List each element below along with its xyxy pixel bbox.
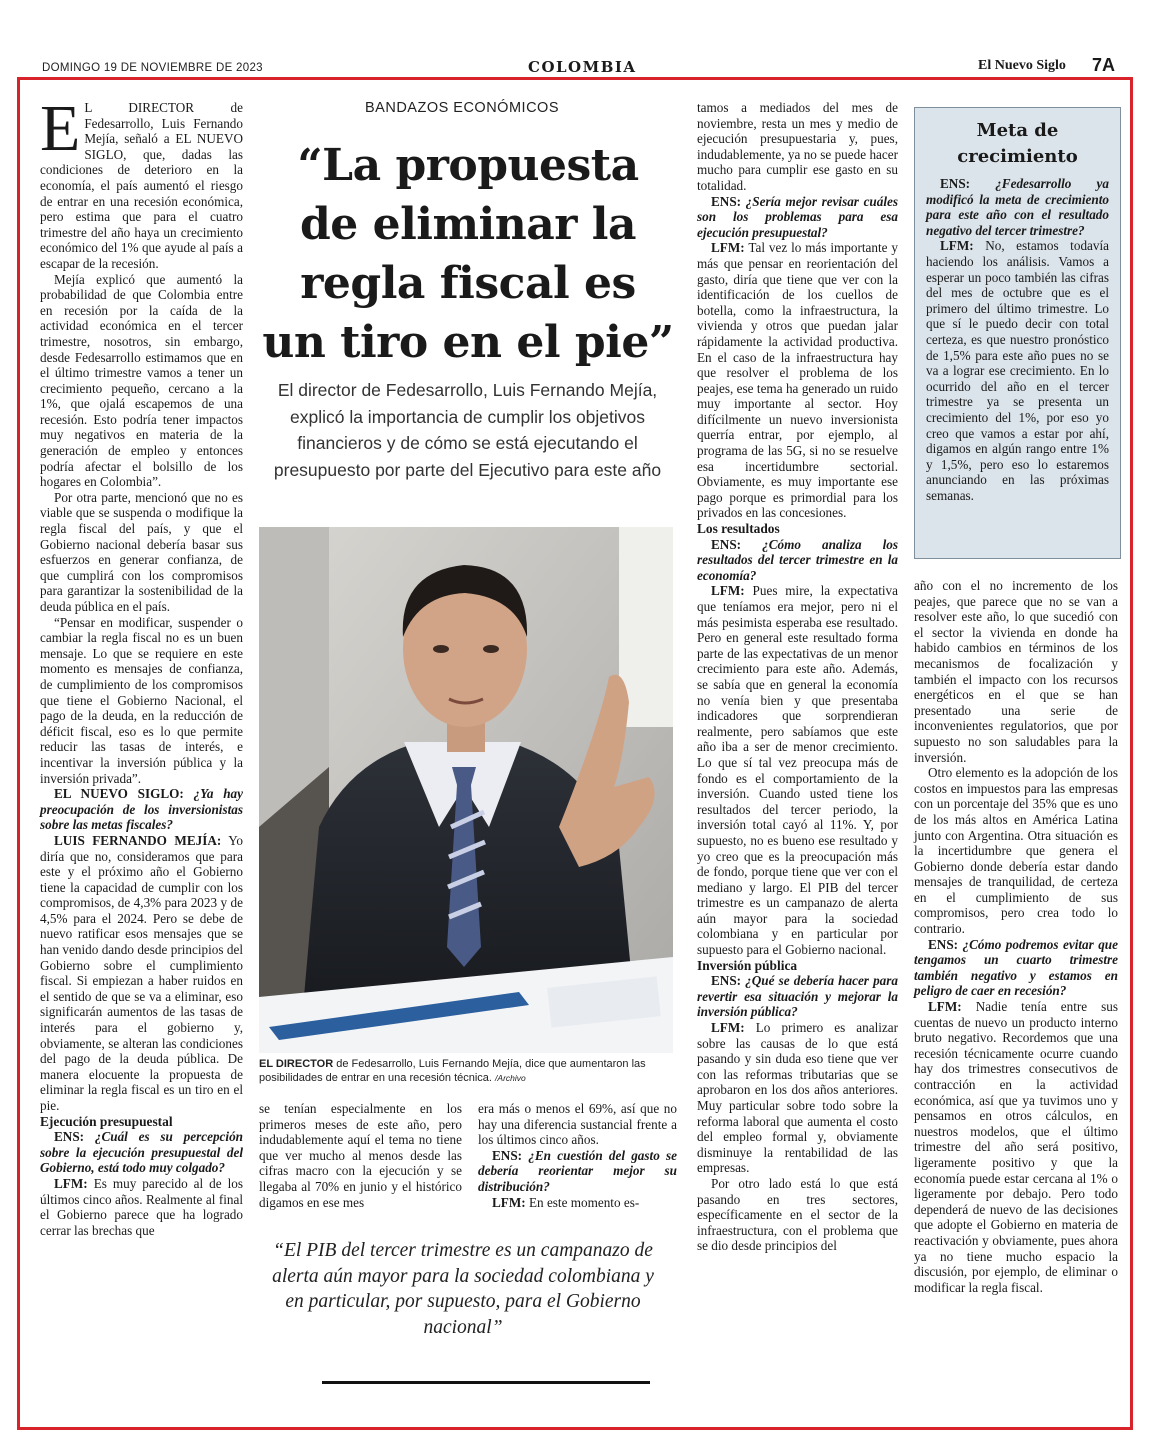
article-column-4 <box>914 578 1118 1295</box>
interview-answer: LFM: Lo primero es analizar sobre las causas de lo que está pasando y sin duda eso tiene que ver con las reformas tributarias que se aprobaron en los dos años anteriores. Muy particular sobre todo sobre la reforma laboral que aumenta el costo del empleo formal y, obviamente disminuye la rentabilidad de las empresas. <box>697 1020 898 1176</box>
interview-answer: LFM: Nadie tenía entre sus cuentas de nuevo un producto interno bruto negativo. Recordemos que una recesión técnicamente ocurre cuando hay dos trimestres consecutivos de contracción en la actividad económica, así que ya tuvimos uno y pensamos en otros cálculos, en nuestros modelos, que el último trimestre del año será positivo, ligeramente positivo y que la economía puede estar cercana al 1% o ligeramente por debajo. Pero todo dependerá de nuevo de las decisiones que adopte el Gobierno en materia de reactivación y obviamente, pues ahora ya no tiene mucho espacio la discusión, por ejemplo, de eliminar o modificar la regla fiscal. <box>914 999 1118 1295</box>
subheading: Los resultados <box>697 521 780 537</box>
paragraph: Otro elemento es la adopción de los costos en impuestos para las empresas con un porcentaje del 35% que es uno de los más altos en América Latina junto con Argentina. Otra situación es la incertidumbre que genera el Gobierno donde debería estar dando mensajes de tranquilidad, de certeza en el cumplimiento de sus compromisos, pero crea todo lo contrario. <box>914 765 1118 937</box>
section-name: COLOMBIA <box>528 58 637 76</box>
interview-question: ENS: ¿Fedesarrollo ya modificó la meta de crecimiento para este año con el resultado negativo del tercer trimestre? <box>926 176 1109 238</box>
article-column-2a <box>259 1101 462 1210</box>
article-photo <box>259 527 673 1053</box>
sidebar-title: Meta de crecimiento <box>957 120 1078 167</box>
sidebar-box <box>914 107 1121 559</box>
interview-question: ENS: ¿Cómo podremos evitar que tengamos un cuarto trimestre también negativo y estamos en peligro de caer en recesión? <box>914 936 1118 999</box>
issue-date: DOMINGO 19 DE NOVIEMBRE DE 2023 <box>42 62 263 74</box>
paragraph: Por otra parte, mencionó que no es viable que se suspenda o modifique la regla fiscal del país, y que el Gobierno nacional debería basar sus esfuerzos en generar confianza, de que cumplirá con los compromisos para garantizar la sostenibilidad de la deuda pública en el país. <box>40 489 243 614</box>
interview-question: ENS: ¿Sería mejor revisar cuáles son los problemas para esa ejecución presupuestal? <box>697 193 898 240</box>
paragraph: “Pensar en modificar, suspender o cambiar la regla fiscal no es un buen mensaje. Lo que se requiere en este momento es mensajes de confianza, de cumplimiento de los compromisos que tiene el Gobierno Nacional, el pago de la deuda, en la reducción de déficit fiscal, eso es lo que permite reducir las tasas de interés, e incentivar la inversión pública y la inversión privada”. <box>40 614 243 786</box>
interview-answer: LUIS FERNANDO MEJÍA: Yo diría que no, consideramos que para este y el próximo año el Gobierno tiene la capacidad de cumplir con los compromisos, de 4,3% para 2023 y de 4,5% para el 2024. Pero se debe de nuevo ratificar esos mensajes que se han venido dando desde principios del Gobierno sobre el cumplimiento fiscal. Si empiezan a haber ruidos en el sentido de que se va a eliminar, eso significarán aumentos de las tasas de interés para el gobierno y, obviamente, se alteran las condiciones del pago de la deuda pública. De manera elocuente la propuesta de eliminar la regla fiscal es un tiro en el pie. <box>40 832 243 1113</box>
interview-answer: LFM: Pues mire, la expectativa que teníamos era mejor, pero ni el más pesimista esperaba ese resultado. Pero en general este resultado forma parte de las expectativas de un menor crecimiento para este año. Además, se sabía que en general la economía no venía bien y que presentaba indicadores que sorprendieran realmente, pero sabíamos que este año iba a ser de menor crecimiento. Lo que sí tal vez preocupa más de fondo es el comportamiento de la inversión. Cuando usted tiene los resultados del tercer periodo, la inversión total cayó al 11%. Y, por supuesto, no es bueno ese resultado y yo creo que es la preocupación más de fondo, porque tiene que ver con el mediano y largo. El PIB del tercer trimestre es un campanazo de alerta aún mayor para la sociedad colombiana y en particular por supuesto para el Gobierno nacional. <box>697 583 898 958</box>
interview-question: ENS: ¿Cuál es su percepción sobre la ejecución presupuestal del Gobierno, está todo muy colgado? <box>40 1129 243 1176</box>
article-column-2b <box>478 1101 677 1210</box>
interview-answer: LFM: Tal vez lo más importante y más que pensar en reorientación del gasto, diría que tiene que ver con la identificación de los cuellos de botella, como la infraestructura, la vivienda y otros que puedan jalar rápidamente la actividad productiva. En el caso de la infraestructura hay que resolver el problema de los peajes, ese tema ha generado un ruido muy importante al sector. Hoy difícilmente un nuevo inversionista querría entrar, por ejemplo, al programa de las 5G, si no se resuelve esa incertidumbre sectorial. Obviamente, es muy importante ese pago porque es primordial para los privados en las concesiones. <box>697 240 898 521</box>
masthead <box>0 0 1158 80</box>
paragraph: se tenían especialmente en los primeros meses de este año, pero indudablemente aquí el tema no tiene que ver mucho al menos desde las cifras macro con la ejecución y se llegaba al 70% en junio y el histórico digamos en ese mes <box>259 1101 462 1210</box>
pull-quote: “El PIB del tercer trimestre es un campanazo de alerta aún mayor para la sociedad colombiana y en particular, por supuesto, para el Gobierno nacional” <box>272 1240 654 1338</box>
article-headline: “La propuesta de eliminar la regla fiscal es un tiro en el pie” <box>262 140 674 368</box>
paragraph: Mejía explicó que aumentó la probabilidad de que Colombia entre en recesión por la caída de la actividad económica en el tercer trimestre, nosotros, sin embargo, desde Fedesarrollo estimamos que en el último trimestre vamos a tener un crecimiento pequeño, cercano a la 1%, que ojalá escapemos de una recesión. Esto podría tener impactos muy negativos en materia de la generación de empleo y entonces podría afectar el bolsillo de los hogares en Colombia”. <box>40 271 243 490</box>
sidebar-text <box>926 176 1109 503</box>
interview-answer: LFM: En este momento es- <box>492 1194 640 1210</box>
photo-illustration <box>259 527 673 1053</box>
photo-caption: EL DIRECTOR de Fedesarrollo, Luis Fernando Mejía, dice que aumentaron las posibilidades de entrar en una recesión técnica. /Archivo <box>259 1058 646 1084</box>
page-number: 7A <box>1092 55 1116 75</box>
paragraph: tamos a mediados del mes de noviembre, resta un mes y medio de ejecución presupuestaria y, pues, indudablemente, ya no se puede hacer mucho para cumplir ese gasto en su totalidad. <box>697 100 898 193</box>
subheading: Inversión pública <box>697 957 798 973</box>
drop-cap: E <box>40 92 81 165</box>
interview-question: ENS: ¿Qué se debería hacer para revertir esa situación y mejorar la inversión pública? <box>697 973 898 1020</box>
interview-question: ENS: ¿En cuestión del gasto se debería reorientar mejor su distribución? <box>478 1147 677 1194</box>
interview-question: ENS: ¿Cómo analiza los resultados del tercer trimestre en la economía? <box>697 536 898 583</box>
newspaper-name: El Nuevo Siglo <box>978 58 1066 73</box>
paragraph: Por otro lado está lo que está pasando en tres sectores, específicamente en el sector de la infraestructura, con el problema que se dio desde principios del <box>697 1175 898 1254</box>
interview-question: EL NUEVO SIGLO: ¿Ya hay preocupación de los inversionistas sobre las metas fiscales? <box>40 786 243 833</box>
interview-answer: LFM: Es muy parecido al de los últimos cinco años. Realmente al final el Gobierno parece que ha logrado cerrar las brechas que <box>40 1175 243 1238</box>
interview-answer: LFM: No, estamos todavía haciendo los análisis. Vamos a esperar un poco también las cifras del mes de octubre que es el primero del último trimestre. Lo que sí le puedo decir con total certeza, es que nuestro pronóstico de 1,5% para este año pues no se va a lograr ese crecimiento. En lo ocurrido del año en el tercer trimestre ya se presenta un crecimiento del 1%, por eso yo creo que vamos a estar por ahí, digamos en algún rango entre 1% y 1,5%, pero eso lo estaremos anunciando en las próximas semanas. <box>926 238 1109 503</box>
photo-credit: /Archivo <box>495 1073 526 1083</box>
lead-paragraph: E L DIRECTOR de Fedesarrollo, Luis Fernando Mejía, señaló a EL NUEVO SIGLO, que, dadas las condiciones de deterioro en la economía, el país aumentó el riesgo de entrar en una recesión económica, pero estima que para el cuatro trimestre del año haya un crecimiento económico del 1% que ayude al país a escapar de la recesión. <box>40 92 243 271</box>
paragraph: era más o menos el 69%, así que no hay una diferencia sustancial frente a los últimos cinco años. <box>478 1101 677 1148</box>
article-kicker: BANDAZOS ECONÓMICOS <box>365 100 559 116</box>
article-column-1 <box>40 92 243 1238</box>
subheading: Ejecución presupuestal <box>40 1113 173 1129</box>
paragraph: año con el no incremento de los peajes, que parece que no se van a resolver este año, lo que sucedió con el sector la vivienda en donde ha habido cambios en términos de los mecanismos de focalización y también el impacto con los recursos energéticos en el que se han presentado una serie de inconvenientes regulatorios, que por supuesto no son saludables para la inversión. <box>914 578 1118 765</box>
pull-quote-rule <box>322 1381 650 1384</box>
article-deck: El director de Fedesarrollo, Luis Fernando Mejía, explicó la importancia de cumplir los objetivos financieros y de cómo se está ejecutando el presupuesto por parte del Ejecutivo para este año <box>273 380 662 480</box>
article-column-3 <box>697 100 898 1254</box>
